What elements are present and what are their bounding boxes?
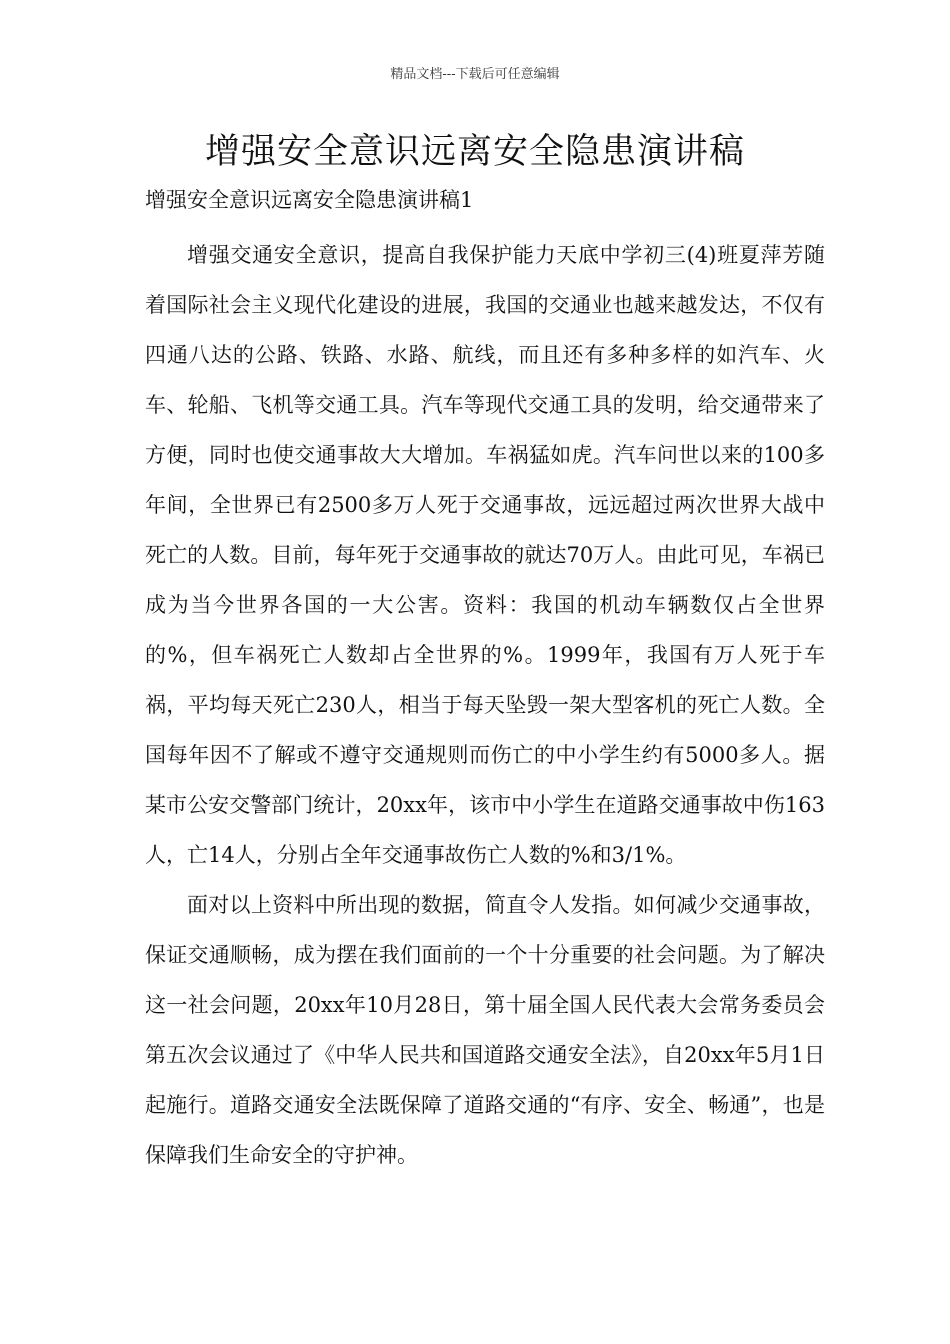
paragraph-1: 增强交通安全意识，提高自我保护能力天底中学初三(4)班夏萍芳随着国际社会主义现代化建设的进展，我国的交通业也越来越发达，不仅有四通八达的公路、铁路、水路、航线，而且还有多种多样的如汽车、火车、轮船、飞机等交通工具。汽车等现代交通工具的发明，给交通带来了方便，同时也使交通事故大大增加。车祸猛如虎。汽车问世以来的100多年间，全世界已有2500多万人死于交通事故，远远超过两次世界大战中死亡的人数。目前，每年死于交通事故的就达70万人。由此可见，车祸已成为当今世界各国的一大公害。资料：我国的机动车辆数仅占全世界的%，但车祸死亡人数却占全世界的%。1999年，我国有万人死于车祸，平均每天死亡230人，相当于每天坠毁一架大型客机的死亡人数。全国每年因不了解或不遵守交通规则而伤亡的中小学生约有5000多人。据某市公安交警部门统计，20xx年，该市中小学生在道路交通事故中伤163人，亡14人，分别占全年交通事故伤亡人数的%和3/1%。 [145,243,825,867]
document-subtitle: 增强安全意识远离安全隐患演讲稿1 [145,188,474,212]
document-body [145,230,825,1180]
paragraph-2: 面对以上资料中所出现的数据，简直令人发指。如何减少交通事故，保证交通顺畅，成为摆在我们面前的一个十分重要的社会问题。为了解决这一社会问题，20xx年10月28日，第十届全国人民代表大会常务委员会第五次会议通过了《中华人民共和国道路交通安全法》，自20xx年5月1日起施行。道路交通安全法既保障了道路交通的“有序、安全、畅通”，也是保障我们生命安全的守护神。 [145,893,825,1167]
document-title: 增强安全意识远离安全隐患演讲稿 [204,132,745,172]
header-note: 精品文档---下载后可任意编辑 [390,67,560,82]
